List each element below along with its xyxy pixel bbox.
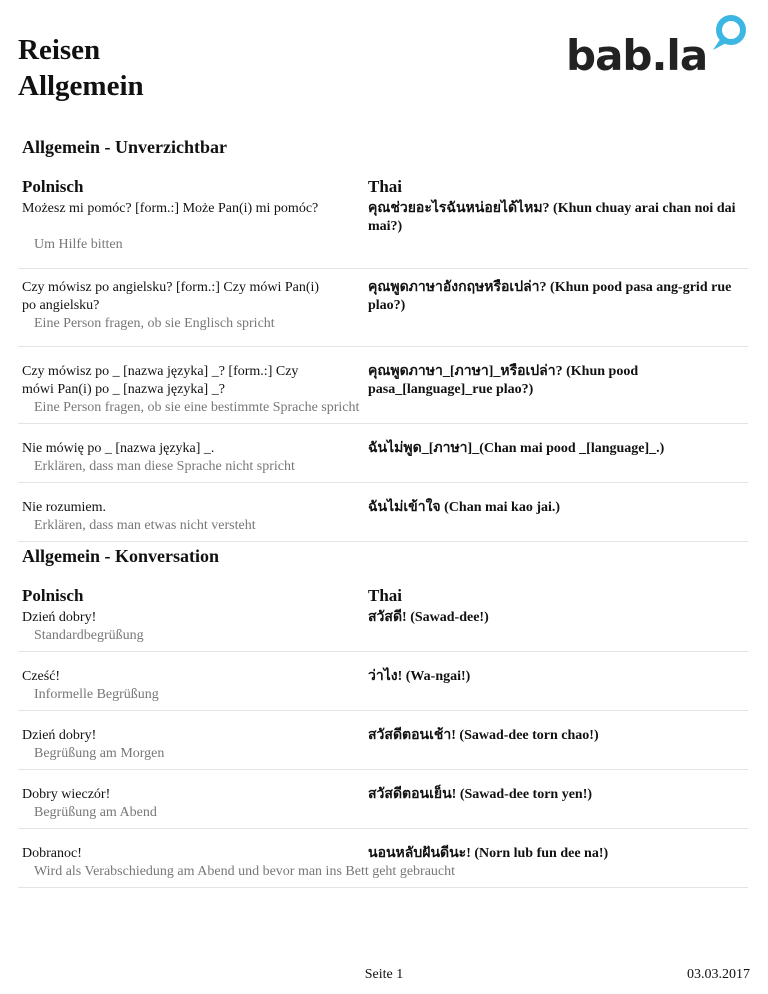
section-title: Allgemein - Unverzichtbar [22, 137, 227, 157]
phrase-thai: สวัสดี! (Sawad-dee!) [368, 610, 489, 625]
phrase-row [18, 845, 748, 888]
phrase-row [18, 279, 748, 347]
phrase-row [18, 668, 748, 711]
bab-la-logo [566, 14, 752, 80]
phrase-row [18, 440, 748, 483]
phrase-thai: สวัสดีตอนเย็น! (Sawad-dee torn yen!) [368, 787, 593, 802]
phrase-usage-note: Begrüßung am Abend [34, 805, 157, 820]
logo-text: bab.la [566, 31, 708, 80]
phrase-row [18, 363, 748, 424]
speech-bubble-icon [708, 14, 750, 52]
phrase-polish: Czy mówisz po angielsku? [form.:] Czy mówi Pan(i) po angielsku? [22, 280, 320, 313]
phrase-row [18, 786, 748, 829]
page-title [18, 32, 144, 104]
phrase-polish: Dzień dobry! [22, 728, 97, 743]
section-title: Allgemein - Konversation [22, 546, 219, 566]
phrase-row [18, 200, 748, 269]
document-date: 03.03.2017 [687, 967, 750, 982]
phrase-usage-note: Erklären, dass man etwas nicht versteht [34, 518, 256, 533]
phrase-usage-note: Um Hilfe bitten [34, 237, 123, 252]
phrase-polish: Czy mówisz po _ [nazwa języka] _? [form.:] Czy mówi Pan(i) po _ [nazwa języka] _? [22, 364, 299, 397]
phrase-polish: Dobry wieczór! [22, 787, 111, 802]
page-number: Seite 1 [364, 967, 404, 982]
phrase-thai: คุณพูดภาษา_[ภาษา]_หรือเปล่า? (Khun pood pasa_[language]_rue plao?) [368, 364, 639, 397]
phrase-thai: ฉันไม่เข้าใจ (Chan mai kao jai.) [368, 500, 561, 515]
phrase-thai: คุณช่วยอะไรฉันหน่อยได้ไหม? (Khun chuay arai chan noi dai mai?) [368, 201, 736, 234]
column-header-thai: Thai [368, 586, 403, 605]
phrase-thai: คุณพูดภาษาอังกฤษหรือเปล่า? (Khun pood pasa ang-grid rue plao?) [368, 280, 732, 313]
column-header-thai: Thai [368, 177, 403, 196]
phrase-polish: Cześć! [22, 669, 61, 684]
phrase-usage-note: Eine Person fragen, ob sie eine bestimmte Sprache spricht [34, 400, 360, 415]
phrase-polish: Nie rozumiem. [22, 500, 106, 515]
phrase-polish: Dzień dobry! [22, 610, 97, 625]
phrase-polish: Możesz mi pomóc? [form.:] Może Pan(i) mi pomóc? [22, 201, 319, 216]
phrase-polish: Dobranoc! [22, 846, 82, 861]
phrase-row [18, 727, 748, 770]
column-header-polish: Polnisch [22, 177, 84, 196]
phrase-usage-note: Erklären, dass man diese Sprache nicht spricht [34, 459, 295, 474]
phrase-usage-note: Informelle Begrüßung [34, 687, 159, 702]
phrase-usage-note: Wird als Verabschiedung am Abend und bevor man ins Bett geht gebraucht [34, 864, 456, 879]
column-headers [18, 176, 748, 198]
phrase-thai: ฉันไม่พูด_[ภาษา]_(Chan mai pood _[language]_.) [368, 441, 665, 456]
phrase-thai: สวัสดีตอนเช้า! (Sawad-dee torn chao!) [368, 728, 599, 743]
section-conversation [18, 545, 748, 888]
title-line-2: Allgemein [18, 70, 144, 102]
phrase-row [18, 609, 748, 652]
section-essentials [18, 136, 748, 542]
phrase-thai: นอนหลับฝันดีนะ! (Norn lub fun dee na!) [368, 846, 609, 861]
column-headers [18, 585, 748, 607]
phrase-usage-note: Begrüßung am Morgen [34, 746, 165, 761]
phrase-usage-note: Standardbegrüßung [34, 628, 144, 643]
title-line-1: Reisen [18, 34, 101, 66]
column-header-polish: Polnisch [22, 586, 84, 605]
phrase-thai: ว่าไง! (Wa-ngai!) [368, 669, 471, 684]
phrase-polish: Nie mówię po _ [nazwa języka] _. [22, 441, 215, 456]
phrase-usage-note: Eine Person fragen, ob sie Englisch spricht [34, 316, 275, 331]
phrase-row [18, 499, 748, 542]
